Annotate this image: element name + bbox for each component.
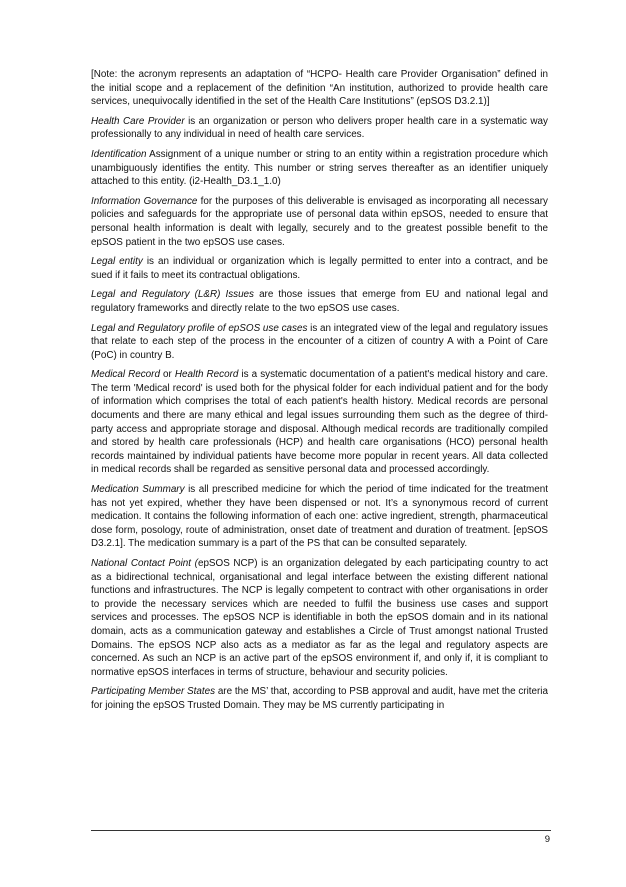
definition-term: Medication Summary [91, 484, 185, 496]
definition-text: is an organization or person who delivers proper health care in a systematic way professionally to any individual in need of health care services. [91, 115, 548, 141]
note-paragraph [91, 68, 548, 109]
definition-medication-summary [91, 483, 548, 551]
definition-information-governance [91, 195, 548, 249]
document-body [91, 68, 548, 719]
definition-text: is a systematic documentation of a patient's medical history and care. The term 'Medical record' is used both for the physical folder for each individual patient and for the body of information which comprises the total of each patient's health history. Medical records are personal documents and there are many ethical and legal issues surrounding them such as the degree of third-party access and appropriate storage and disposal. Although medical records are traditionally compiled and stored by health care professionals (HCP) and health care organisations (HCO) personal health records maintained by individual patients have become more popular in recent years. All data collected in medical records shall be regarded as sensitive personal data and processed accordingly. [91, 369, 549, 476]
definition-participating-member-states [91, 685, 548, 712]
definition-legal-regulatory-issues [91, 288, 548, 315]
definition-text: are those issues that emerge from EU and national legal and regulatory frameworks and directly relate to the two epSOS use cases. [91, 289, 548, 314]
definition-text: epSOS NCP) is an organization delegated by each participating country to act as a bidirectional technical, organisational and legal interface between the existing different national functions and infrastructures. The NCP is legally competent to contract with other organisations in order to provide the necessary services which are needed to fulfil the business use cases and support services and processes. The epSOS NCP is identifiable in both the epSOS domain and in its national domain, acts as a communication gateway and establishes a Circle of Trust amongst national Trusted Domains. The epSOS NCP also acts as a mediator as far as the legal and regulatory aspects are concerned. As such an NCP is an active part of the epSOS environment if, and only if, it is compliant to normative epSOS interfaces in terms of structure, behaviour and security policies. [91, 558, 548, 678]
definition-legal-regulatory-profile [91, 322, 548, 363]
definition-health-care-provider [91, 115, 548, 142]
definition-text: is all prescribed medicine for which the period of time indicated for the treatment has not yet expired, whether they have been dispensed or not. It’s a synonymous record of current medication. It contains the following information of each one: active ingredient, strength, pharmaceutical dose form, posology, route of administration, onset date of treatment and duration of treatment. [epSOS D3.2.1]. The medication summary is a part of the PS that can be consulted separately. [91, 484, 548, 550]
definition-term-alt: Health Record [174, 369, 239, 381]
definition-text: are the MS’ that, according to PSB approval and audit, have met the criteria for joining the epSOS Trusted Domain. They may be MS currently participating in [91, 686, 548, 711]
definition-term: Medical Record [91, 369, 160, 381]
page-number: 9 [544, 834, 550, 845]
definition-term: Legal and Regulatory (L&R) Issues [91, 289, 254, 301]
definition-term: Information Governance [91, 195, 198, 207]
definition-national-contact-point [91, 557, 548, 679]
definition-text: is an integrated view of the legal and regulatory issues that relate to each step of the process in the encounter of a citizen of country A with a Point of Care (PoC) in country B. [91, 322, 548, 361]
definition-term: Health Care Provider [91, 115, 185, 127]
definition-connector: or [159, 369, 175, 381]
definition-legal-entity [91, 255, 548, 282]
definition-text: for the purposes of this deliverable is envisaged as incorporating all necessary policies and safeguards for the appropriate use of personal data within epSOS, needed to ensure that personal health information is dealt with legally, securely and to the greatest possible benefit to the epSOS patient in the two epSOS use cases. [91, 195, 548, 248]
definition-text: Assignment of a unique number or string to an entity within a registration procedure which unambiguously identifies the entity. This number or string serves thereafter as an identifier uniquely attached to this entity. (i2-Health_D3.1_1.0) [91, 148, 548, 188]
definition-text: is an individual or organization which is legally permitted to enter into a contract, and be sued if it fails to meet its contractual obligations. [91, 256, 549, 281]
definition-term: National Contact Point ( [91, 558, 198, 569]
definition-identification [91, 148, 548, 189]
definition-term: Legal entity [91, 256, 143, 268]
definition-term: Identification [91, 148, 147, 160]
definition-term: Legal and Regulatory profile of epSOS use cases [91, 322, 308, 334]
definition-medical-record [91, 368, 548, 477]
definition-term: Participating Member States [91, 686, 216, 698]
footer-divider [91, 830, 551, 831]
paragraph-text: [Note: the acronym represents an adaptation of “HCPO- Health care Provider Organisation” defined in the initial scope and a replacement of the definition “An institution, authorized to provide health care services, unequivocally identified in the set of the Health Care Institutions” (epSOS D3.2.1)] [91, 69, 548, 108]
